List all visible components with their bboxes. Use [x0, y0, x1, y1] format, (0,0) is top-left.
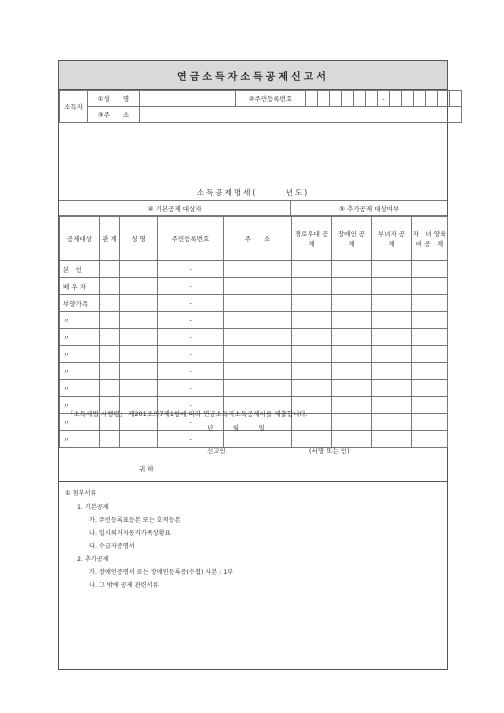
row-category: 부양가족 — [60, 295, 100, 312]
attachments-section — [59, 481, 447, 670]
statement-title: 소득공제명세( 년도) — [59, 185, 447, 201]
single-mother-cell[interactable] — [372, 363, 412, 380]
single-mother-cell[interactable] — [372, 380, 412, 397]
relation-cell[interactable] — [100, 295, 120, 312]
name-cell[interactable] — [120, 261, 158, 278]
attachment-item: 가. 주민등록표등본 또는 호적등본 — [89, 517, 181, 524]
single-mother-cell[interactable] — [372, 312, 412, 329]
attachment-item: 나. 일시퇴거자동거가족상황표 — [89, 530, 171, 537]
address-cell[interactable] — [224, 346, 292, 363]
single-mother-cell[interactable] — [372, 431, 412, 448]
rrn-digit[interactable] — [318, 91, 330, 107]
table-row — [60, 295, 448, 312]
col-address: 주 소 — [224, 217, 292, 261]
rrn-digit[interactable] — [354, 91, 366, 107]
attachment-item: 다. 수급자증명서 — [89, 543, 135, 550]
row-category: 본 인 — [60, 261, 100, 278]
col-category: 공제대상 — [60, 217, 100, 261]
form-frame — [58, 60, 448, 670]
address-cell[interactable] — [224, 380, 292, 397]
address-cell[interactable] — [224, 363, 292, 380]
row-category: 〃 — [60, 329, 100, 346]
table-row — [60, 431, 448, 448]
senior-cell[interactable] — [292, 431, 332, 448]
signature-label: (서명 또는 인) — [309, 447, 350, 455]
child-cell[interactable] — [412, 278, 448, 295]
header-row — [60, 217, 448, 261]
child-cell[interactable] — [412, 261, 448, 278]
rrn-cell[interactable]: - — [158, 295, 224, 312]
single-mother-cell[interactable] — [372, 329, 412, 346]
recipient-label: 귀 하 — [139, 465, 154, 473]
rrn-label: ②주민등록번호 — [236, 91, 306, 107]
rrn-digit[interactable] — [366, 91, 378, 107]
basic-deduction-header: ④ 기본공제 대상자 — [59, 201, 291, 215]
col-relation: 관 계 — [100, 217, 120, 261]
rrn-cell[interactable]: - — [158, 363, 224, 380]
senior-cell[interactable] — [292, 346, 332, 363]
rrn-digit[interactable] — [330, 91, 342, 107]
single-mother-cell[interactable] — [372, 278, 412, 295]
attachment-item: 가. 장애인증명서 또는 장애인등록증(수첩) 사본 : 1부 — [89, 569, 234, 576]
senior-cell[interactable] — [292, 380, 332, 397]
address-cell[interactable] — [224, 329, 292, 346]
relation-cell[interactable] — [100, 329, 120, 346]
declaration-date: 년 월 일 — [207, 424, 265, 432]
relation-cell[interactable] — [100, 278, 120, 295]
form-title: 연금소득자소득공제신고서 — [59, 61, 447, 90]
child-cell[interactable] — [412, 329, 448, 346]
child-cell[interactable] — [412, 380, 448, 397]
name-cell[interactable] — [120, 312, 158, 329]
relation-cell[interactable] — [100, 261, 120, 278]
row-category: 〃 — [60, 397, 100, 414]
extra-deduction-header: ⑤ 추가공제 대상여부 — [339, 204, 400, 213]
relation-cell[interactable] — [100, 363, 120, 380]
rrn-digit[interactable] — [426, 91, 438, 107]
senior-cell[interactable] — [292, 278, 332, 295]
taxpayer-label: 소득자 — [60, 91, 88, 123]
row-category: 〃 — [60, 312, 100, 329]
rrn-digit[interactable] — [450, 91, 462, 107]
attachment-item: 2. 추가공제 — [77, 556, 109, 563]
address-label: ③주 소 — [88, 107, 140, 123]
applicant-label: 신고인 — [207, 447, 226, 455]
col-name: 성 명 — [120, 217, 158, 261]
name-cell[interactable] — [120, 431, 158, 448]
relation-cell[interactable] — [100, 380, 120, 397]
single-mother-cell[interactable] — [372, 346, 412, 363]
child-cell[interactable] — [412, 295, 448, 312]
col-rrn: 주민등록번호 — [158, 217, 224, 261]
section-headers — [59, 201, 447, 216]
disabled-cell[interactable] — [332, 329, 372, 346]
rrn-cell[interactable]: - — [158, 397, 224, 414]
rrn-cell[interactable]: - — [158, 261, 224, 278]
col-disabled: 장애인 공 제 — [332, 217, 372, 261]
table-row — [60, 261, 448, 278]
attachment-item: 나. 그 밖에 공제 관련서류 — [89, 582, 159, 589]
table-row — [60, 346, 448, 363]
rrn-dash: - — [378, 91, 390, 107]
rrn-digit[interactable] — [306, 91, 318, 107]
attachments-heading: ① 첨부서류 — [65, 490, 97, 497]
relation-cell[interactable] — [100, 431, 120, 448]
senior-cell[interactable] — [292, 261, 332, 278]
rrn-cell[interactable]: - — [158, 414, 224, 431]
rrn-digit[interactable] — [342, 91, 354, 107]
disabled-cell[interactable] — [332, 295, 372, 312]
table-row — [60, 380, 448, 397]
name-cell[interactable] — [120, 346, 158, 363]
rrn-cell[interactable]: - — [158, 346, 224, 363]
child-cell[interactable] — [412, 312, 448, 329]
row-category: 〃 — [60, 414, 100, 431]
disabled-cell[interactable] — [332, 261, 372, 278]
row-category: 〃 — [60, 363, 100, 380]
rrn-cell[interactable]: - — [158, 431, 224, 448]
attachment-item: 1. 기본공제 — [77, 504, 109, 511]
name-label: ①성 명 — [88, 91, 140, 107]
address-field[interactable] — [140, 107, 462, 123]
row-category: 〃 — [60, 380, 100, 397]
disabled-cell[interactable] — [332, 278, 372, 295]
child-cell[interactable] — [412, 431, 448, 448]
row-category: 〃 — [60, 346, 100, 363]
name-cell[interactable] — [120, 295, 158, 312]
address-cell[interactable] — [224, 431, 292, 448]
table-row — [60, 363, 448, 380]
senior-cell[interactable] — [292, 363, 332, 380]
senior-cell[interactable] — [292, 295, 332, 312]
single-mother-cell[interactable] — [372, 295, 412, 312]
disabled-cell[interactable] — [332, 363, 372, 380]
rrn-digit[interactable] — [414, 91, 426, 107]
table-row — [60, 329, 448, 346]
single-mother-cell[interactable] — [372, 261, 412, 278]
child-cell[interactable] — [412, 363, 448, 380]
senior-cell[interactable] — [292, 312, 332, 329]
senior-cell[interactable] — [292, 329, 332, 346]
name-cell[interactable] — [120, 278, 158, 295]
disabled-cell[interactable] — [332, 431, 372, 448]
relation-cell[interactable] — [100, 346, 120, 363]
table-row — [60, 278, 448, 295]
disabled-cell[interactable] — [332, 346, 372, 363]
disabled-cell[interactable] — [332, 380, 372, 397]
name-cell[interactable] — [120, 329, 158, 346]
address-cell[interactable] — [224, 312, 292, 329]
table-row — [60, 312, 448, 329]
row-category: 배 우 자 — [60, 278, 100, 295]
child-cell[interactable] — [412, 346, 448, 363]
address-cell[interactable] — [224, 261, 292, 278]
address-cell[interactable] — [224, 295, 292, 312]
relation-cell[interactable] — [100, 312, 120, 329]
col-child: 자 녀 양육비 공 제 — [412, 217, 448, 261]
rrn-digit[interactable] — [390, 91, 402, 107]
rrn-digit[interactable] — [402, 91, 414, 107]
name-cell[interactable] — [120, 363, 158, 380]
address-cell[interactable] — [224, 278, 292, 295]
taxpayer-info-table — [59, 90, 462, 123]
rrn-cell[interactable]: - — [158, 380, 224, 397]
row-category: 〃 — [60, 431, 100, 448]
col-senior: 경로우대 공 제 — [292, 217, 332, 261]
name-field[interactable] — [140, 91, 236, 107]
name-cell[interactable] — [120, 380, 158, 397]
disabled-cell[interactable] — [332, 312, 372, 329]
rrn-cell[interactable]: - — [158, 278, 224, 295]
rrn-cell[interactable]: - — [158, 329, 224, 346]
declaration-text: 「소득세법 시행령」 제201조의7제1항에 따라 연금소득자소득공제서를 제출합니다. — [67, 410, 308, 418]
rrn-digit[interactable] — [438, 91, 450, 107]
rrn-cell[interactable]: - — [158, 312, 224, 329]
col-single-mother: 부녀자 공 제 — [372, 217, 412, 261]
